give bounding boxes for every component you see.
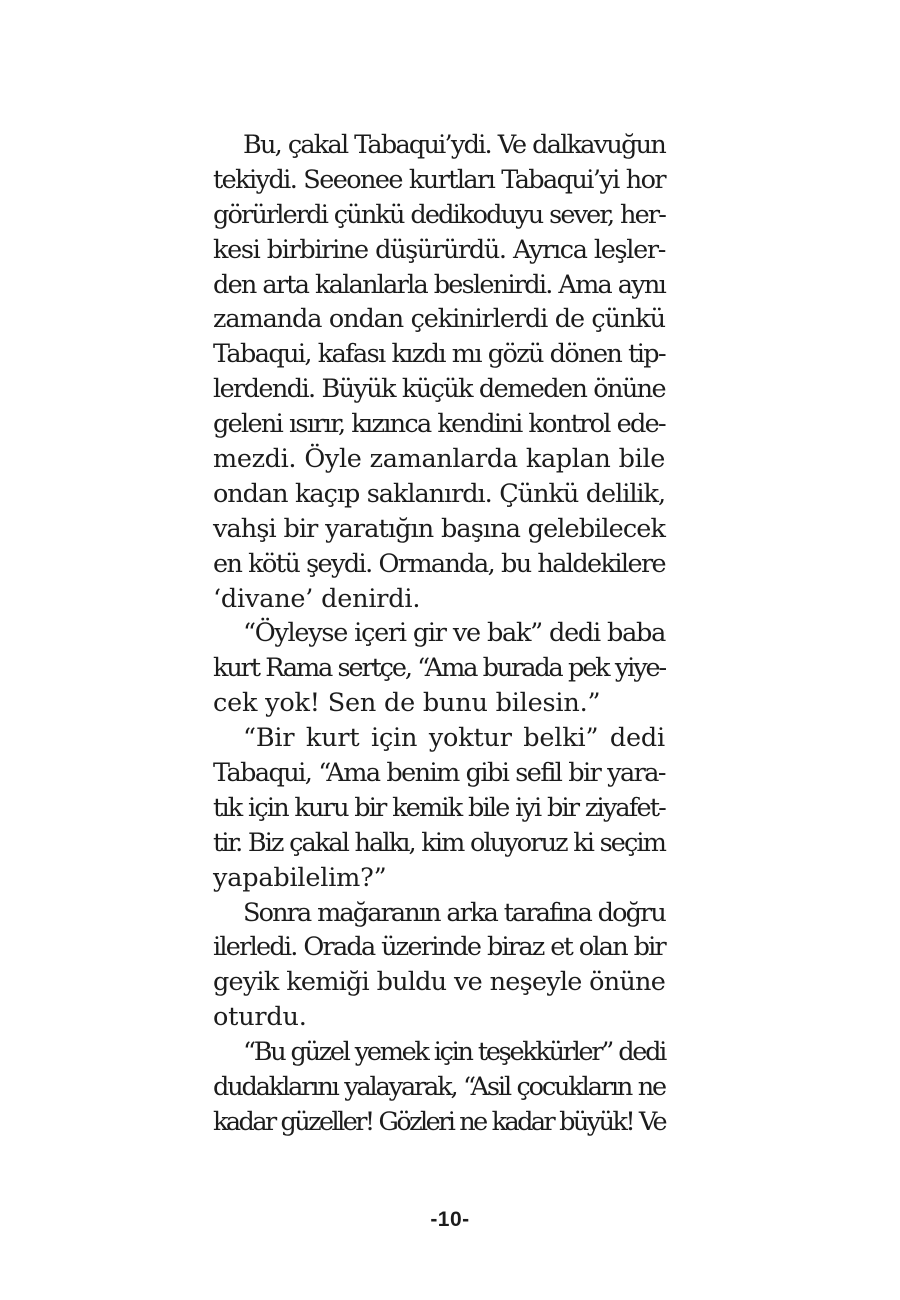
paragraph [213, 616, 665, 721]
text-line: “Bu güzel yemek için teşekkürler” dedi [243, 1037, 665, 1068]
text-line: cek yok! Sen de bunu bilesin.” [213, 688, 601, 719]
text-line: geleni ısırır, kızınca kendini kontrol ede- [213, 409, 665, 440]
text-line: ilerledi. Orada üzerinde biraz et olan bir [213, 932, 665, 963]
text-line: “Bir kurt için yoktur belki” dedi [243, 723, 665, 754]
text-line: Tabaqui, kafası kızdı mı gözü dönen tip- [213, 339, 665, 370]
text-line: tekiydi. Seeonee kurtları Tabaqui’yi hor [213, 164, 665, 195]
paragraph [213, 128, 665, 616]
text-line: ondan kaçıp saklanırdı. Çünkü delilik, [213, 478, 665, 509]
page-number: -10- [430, 1208, 470, 1231]
text-line: den arta kalanlarla beslenirdi. Ama aynı [213, 269, 665, 300]
text-line: zamanda ondan çekinirlerdi de çünkü [213, 304, 665, 335]
text-line: dudaklarını yalayarak, “Asil çocukların ne [213, 1072, 665, 1103]
text-line: mezdi. Öyle zamanlarda kaplan bile [213, 444, 665, 475]
text-line: tık için kuru bir kemik bile iyi bir ziyafet- [213, 792, 665, 823]
text-line: kurt Rama sertçe, “Ama burada pek yiye- [213, 653, 665, 684]
paragraph [213, 896, 665, 1036]
text-line: en kötü şeydi. Ormanda, bu haldekilere [213, 548, 665, 579]
text-line: lerdendi. Büyük küçük demeden önüne [213, 374, 665, 405]
text-line: “Öyleyse içeri gir ve bak” dedi baba [243, 618, 665, 649]
text-line: görürlerdi çünkü dedikoduyu sever, her- [213, 199, 665, 230]
text-line: yapabilelim?” [213, 862, 387, 893]
text-line: Bu, çakal Tabaqui’ydi. Ve dalkavuğun [243, 130, 665, 160]
text-line: Tabaqui, “Ama benim gibi sefil bir yara- [213, 758, 665, 789]
text-line: ‘divane’ denirdi. [213, 583, 421, 614]
text-line: tir. Biz çakal halkı, kim oluyoruz ki seçim [213, 827, 665, 858]
text-line: Sonra mağaranın arka tarafına doğru [243, 897, 665, 928]
text-line: geyik kemiği buldu ve neşeyle önüne [213, 967, 665, 998]
text-line: kesi birbirine düşürürdü. Ayrıca leşler- [213, 234, 665, 265]
paragraph [213, 721, 665, 895]
text-line: oturdu. [213, 1002, 307, 1033]
paragraph [213, 1035, 665, 1140]
text-line: kadar güzeller! Gözleri ne kadar büyük! Ve [213, 1106, 665, 1137]
text-line: vahşi bir yaratığın başına gelebilecek [213, 513, 665, 544]
body-text [213, 128, 665, 1140]
